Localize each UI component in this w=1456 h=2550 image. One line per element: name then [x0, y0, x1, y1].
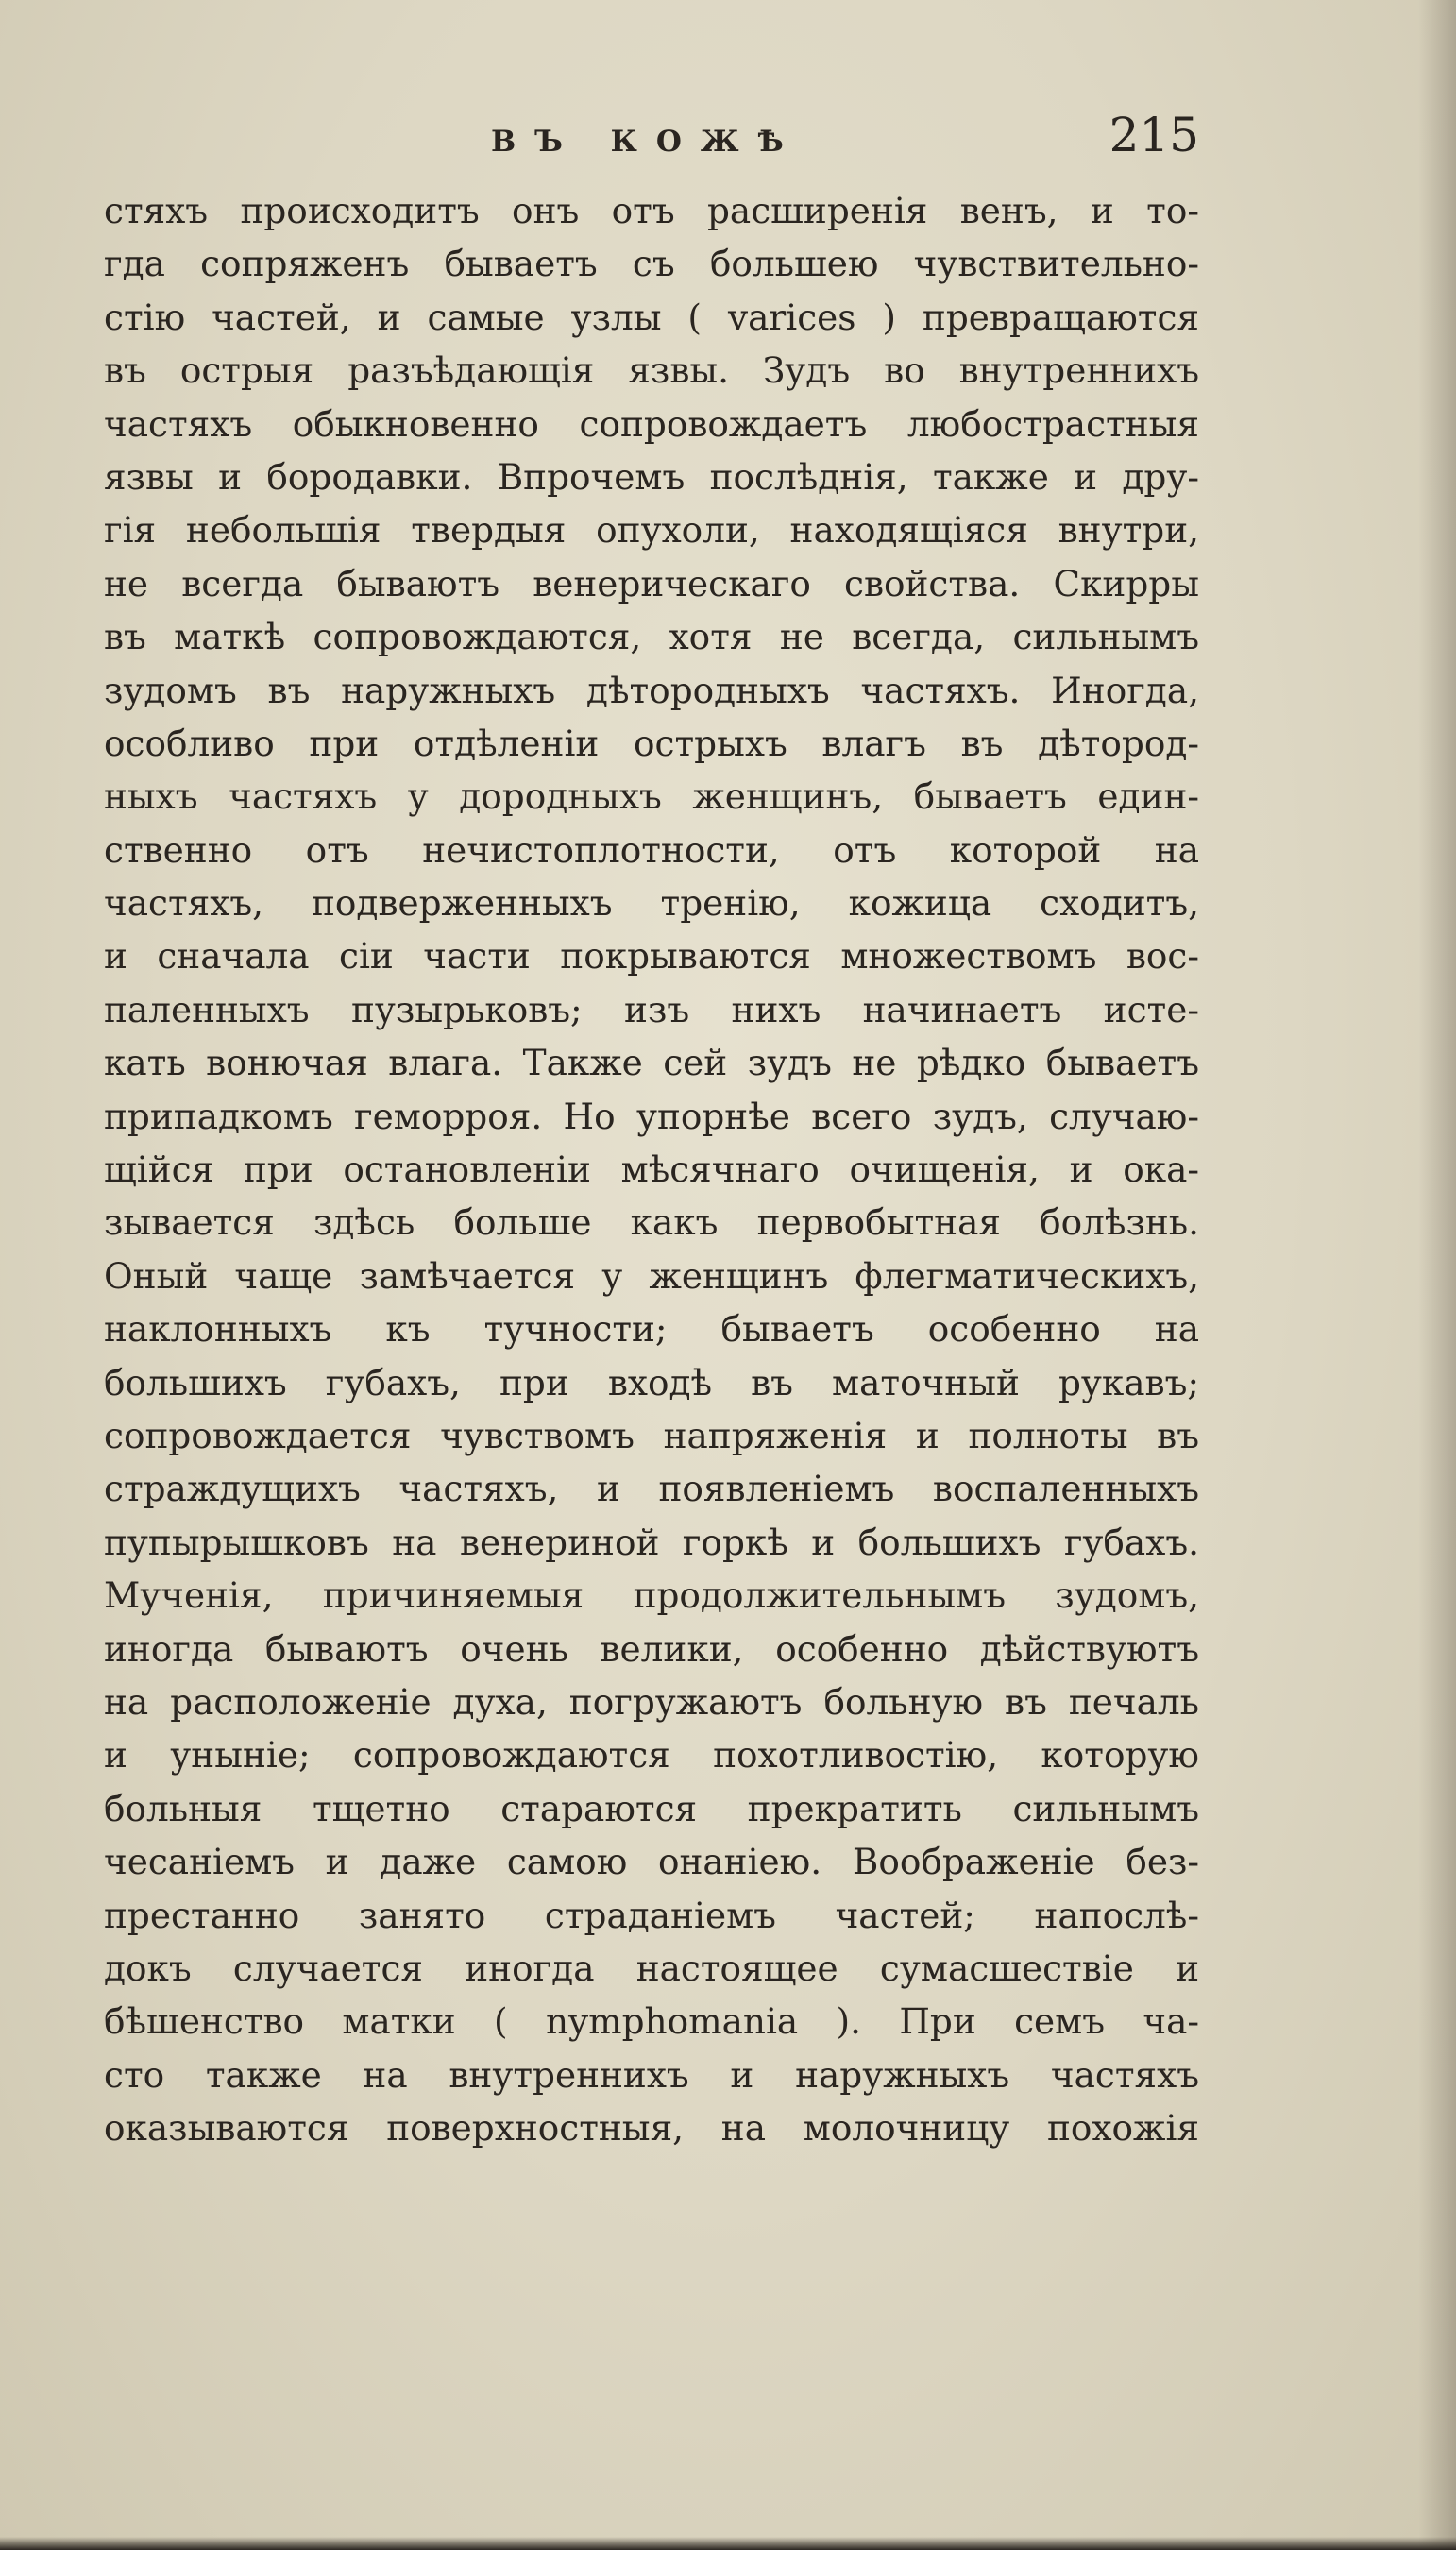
- text-line: частяхъ обыкновенно сопровождаетъ любострастныя: [104, 402, 1199, 445]
- text-line: сто также на внутреннихъ и наружныхъ частяхъ: [104, 2053, 1199, 2096]
- text-line: не всегда бываютъ венерическаго свойства. Скирры: [104, 562, 1199, 604]
- page-header: [104, 108, 1199, 187]
- text-line: ныхъ частяхъ у дородныхъ женщинъ, бываетъ един-: [104, 775, 1199, 818]
- text-line: и уныніе; сопровождаются похотливостію, которую: [104, 1734, 1199, 1776]
- page-edge-shadow: [1418, 0, 1456, 2550]
- text-line: сопровождается чувствомъ напряженія и полноты въ: [104, 1414, 1199, 1456]
- text-line: престанно занято страданіемъ частей; напослѣ-: [104, 1894, 1199, 1936]
- text-line: ственно отъ нечистоплотности, отъ которой на: [104, 828, 1199, 871]
- running-head: ВЪ КОЖѢ: [491, 125, 803, 159]
- text-line: язвы и бородавки. Впрочемъ послѣднія, также и дру-: [104, 455, 1199, 498]
- text-line: паленныхъ пузырьковъ; изъ нихъ начинаетъ исте-: [104, 988, 1199, 1030]
- text-line: Оный чаще замѣчается у женщинъ флегматическихъ,: [104, 1254, 1199, 1297]
- text-line: бѣшенство матки ( nymphomania ). При семъ ча-: [104, 2000, 1199, 2043]
- text-line: наклонныхъ къ тучности; бываетъ особенно на: [104, 1308, 1199, 1351]
- body-text: [104, 184, 1199, 2154]
- text-line: Мученія, причиняемыя продолжительнымъ зудомъ,: [104, 1574, 1199, 1617]
- text-line: на расположеніе духа, погружаютъ больную въ печаль: [104, 1680, 1199, 1723]
- text-line: иногда бываютъ очень велики, особенно дѣйствуютъ: [104, 1627, 1199, 1670]
- text-line: зывается здѣсь больше какъ первобытная болѣзнь.: [104, 1201, 1199, 1244]
- page-number: 215: [1109, 108, 1199, 162]
- text-line: докъ случается иногда настоящее сумасшествіе и: [104, 1946, 1199, 1989]
- text-line: зудомъ въ наружныхъ дѣтородныхъ частяхъ. Иногда,: [104, 669, 1199, 711]
- text-line: въ острыя разъѣдающія язвы. Зудъ во внутреннихъ: [104, 349, 1199, 392]
- text-line: и сначала сіи части покрываются множествомъ вос-: [104, 935, 1199, 978]
- page-bottom-edge: [0, 2537, 1456, 2550]
- text-line: припадкомъ геморроя. Но упорнѣе всего зудъ, случаю-: [104, 1095, 1199, 1137]
- text-line: особливо при отдѣленіи острыхъ влагъ въ дѣтород-: [104, 722, 1199, 764]
- text-line: гда сопряженъ бываетъ съ большею чувствительно-: [104, 243, 1199, 285]
- text-line: въ маткѣ сопровождаются, хотя не всегда, сильнымъ: [104, 616, 1199, 658]
- text-line: частяхъ, подверженныхъ тренію, кожица сходитъ,: [104, 882, 1199, 925]
- text-line: кать вонючая влага. Также сей зудъ не рѣдко бываетъ: [104, 1042, 1199, 1084]
- text-line: больныя тщетно стараются прекратить сильнымъ: [104, 1787, 1199, 1829]
- text-line: страждущихъ частяхъ, и появленіемъ воспаленныхъ: [104, 1468, 1199, 1510]
- text-line: чесаніемъ и даже самою онаніею. Воображеніе без-: [104, 1841, 1199, 1883]
- text-line: гія небольшія твердыя опухоли, находящіяся внутри,: [104, 509, 1199, 552]
- text-line: оказываются поверхностныя, на молочницу похожія: [104, 2107, 1199, 2150]
- text-line: стяхъ происходитъ онъ отъ расширенія венъ, и то-: [104, 190, 1199, 231]
- text-line: щійся при остановленіи мѣсячнаго очищенія, и ока-: [104, 1148, 1199, 1191]
- text-line: пупырышковъ на венериной горкѣ и большихъ губахъ.: [104, 1521, 1199, 1563]
- text-line: стію частей, и самые узлы ( varices ) превращаются: [104, 296, 1199, 338]
- text-line: большихъ губахъ, при входѣ въ маточный рукавъ;: [104, 1361, 1199, 1403]
